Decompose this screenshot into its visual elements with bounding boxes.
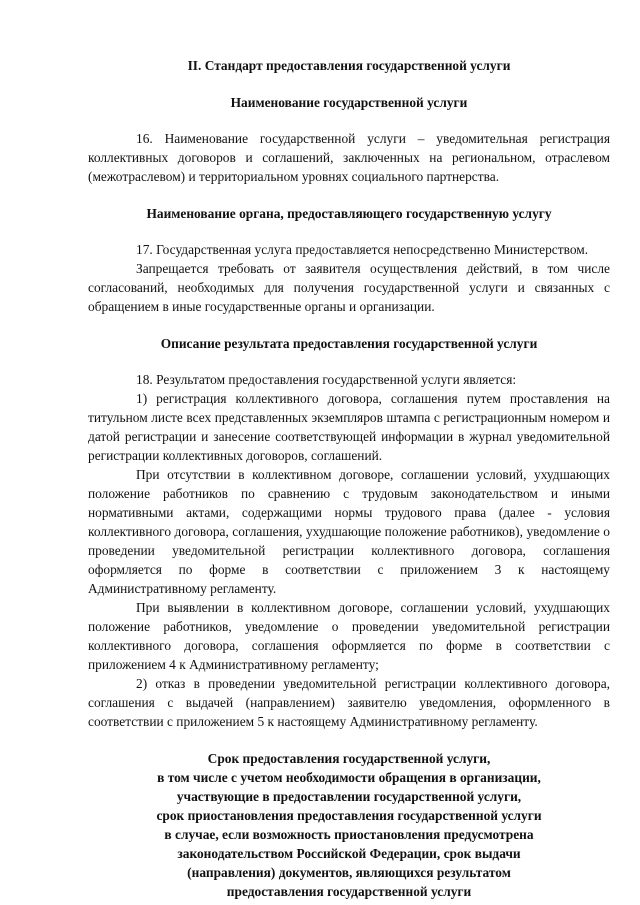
paragraph-18-item-2: 2) отказ в проведении уведомительной регистрации коллективного договора, соглашения с выдачей (направлением) заявителю уведомления, оформленного в соответствии с приложением 5 к настоящему Административному регламенту. [88, 676, 610, 729]
result-section [88, 370, 610, 731]
authority-name-section [88, 240, 610, 316]
paragraph-18-item-1: 1) регистрация коллективного договора, соглашения путем проставления на титульном листе всех представленных экземпляров штампа с регистрационным номером и датой регистрации и занесение соответствующей информации в журнал уведомительной регистрации коллективных договоров, соглашений. [88, 391, 610, 463]
paragraph-17-prohibition: Запрещается требовать от заявителя осуществления действий, в том числе согласований, необходимых для получения государственной услуги и связанных с обращением в иные государственные органы и организации. [88, 261, 610, 314]
section-title: II. Стандарт предоставления государственной услуги [187, 58, 511, 73]
term-heading-line: законодательством Российской Федерации, срок выдачи [177, 846, 521, 861]
term-heading-line: срок приостановления предоставления государственной услуги [156, 808, 542, 823]
service-name-heading: Наименование государственной услуги [230, 95, 468, 110]
document-page [88, 56, 610, 901]
paragraph-17: 17. Государственная услуга предоставляется непосредственно Министерством. [136, 242, 589, 257]
paragraph-18: 18. Результатом предоставления государственной услуги является: [136, 372, 517, 387]
paragraph-16: 16. Наименование государственной услуги – уведомительная регистрация коллективных договоров и соглашений, заключенных на региональном, отраслевом (межотраслевом) и территориальном уровнях социального партнерства. [88, 131, 610, 184]
term-heading-line: Срок предоставления государственной услуги, [207, 751, 491, 766]
term-heading-line: в том числе с учетом необходимости обращения в организации, [157, 770, 541, 785]
term-heading-line: участвующие в предоставлении государственной услуги, [176, 789, 522, 804]
term-heading [88, 749, 610, 901]
term-heading-line: (направления) документов, являющихся результатом [187, 865, 511, 880]
paragraph-18-detection: При выявлении в коллективном договоре, соглашении условий, ухудшающих положение работников, уведомление о проведении уведомительной регистрации коллективного договора, соглашения оформляется по форме в соответствии с приложением 4 к Административному регламенту; [88, 600, 610, 672]
service-name-section [88, 129, 610, 186]
term-heading-line: в случае, если возможность приостановления предусмотрена [164, 827, 534, 842]
term-heading-line: предоставления государственной услуги [226, 884, 472, 899]
authority-name-heading: Наименование органа, предоставляющего государственную услугу [146, 206, 552, 221]
result-heading: Описание результата предоставления государственной услуги [160, 336, 538, 351]
paragraph-18-absence: При отсутствии в коллективном договоре, соглашении условий, ухудшающих положение работников по сравнению с трудовым законодательством и иными нормативными актами, содержащими нормы трудового права (далее - условия коллективного договора, соглашения, ухудшающие положение работников), уведомление о проведении уведомительной регистрации коллективного договора, соглашения оформляется по форме в соответствии с приложением 3 к настоящему Административному регламенту. [88, 467, 610, 596]
